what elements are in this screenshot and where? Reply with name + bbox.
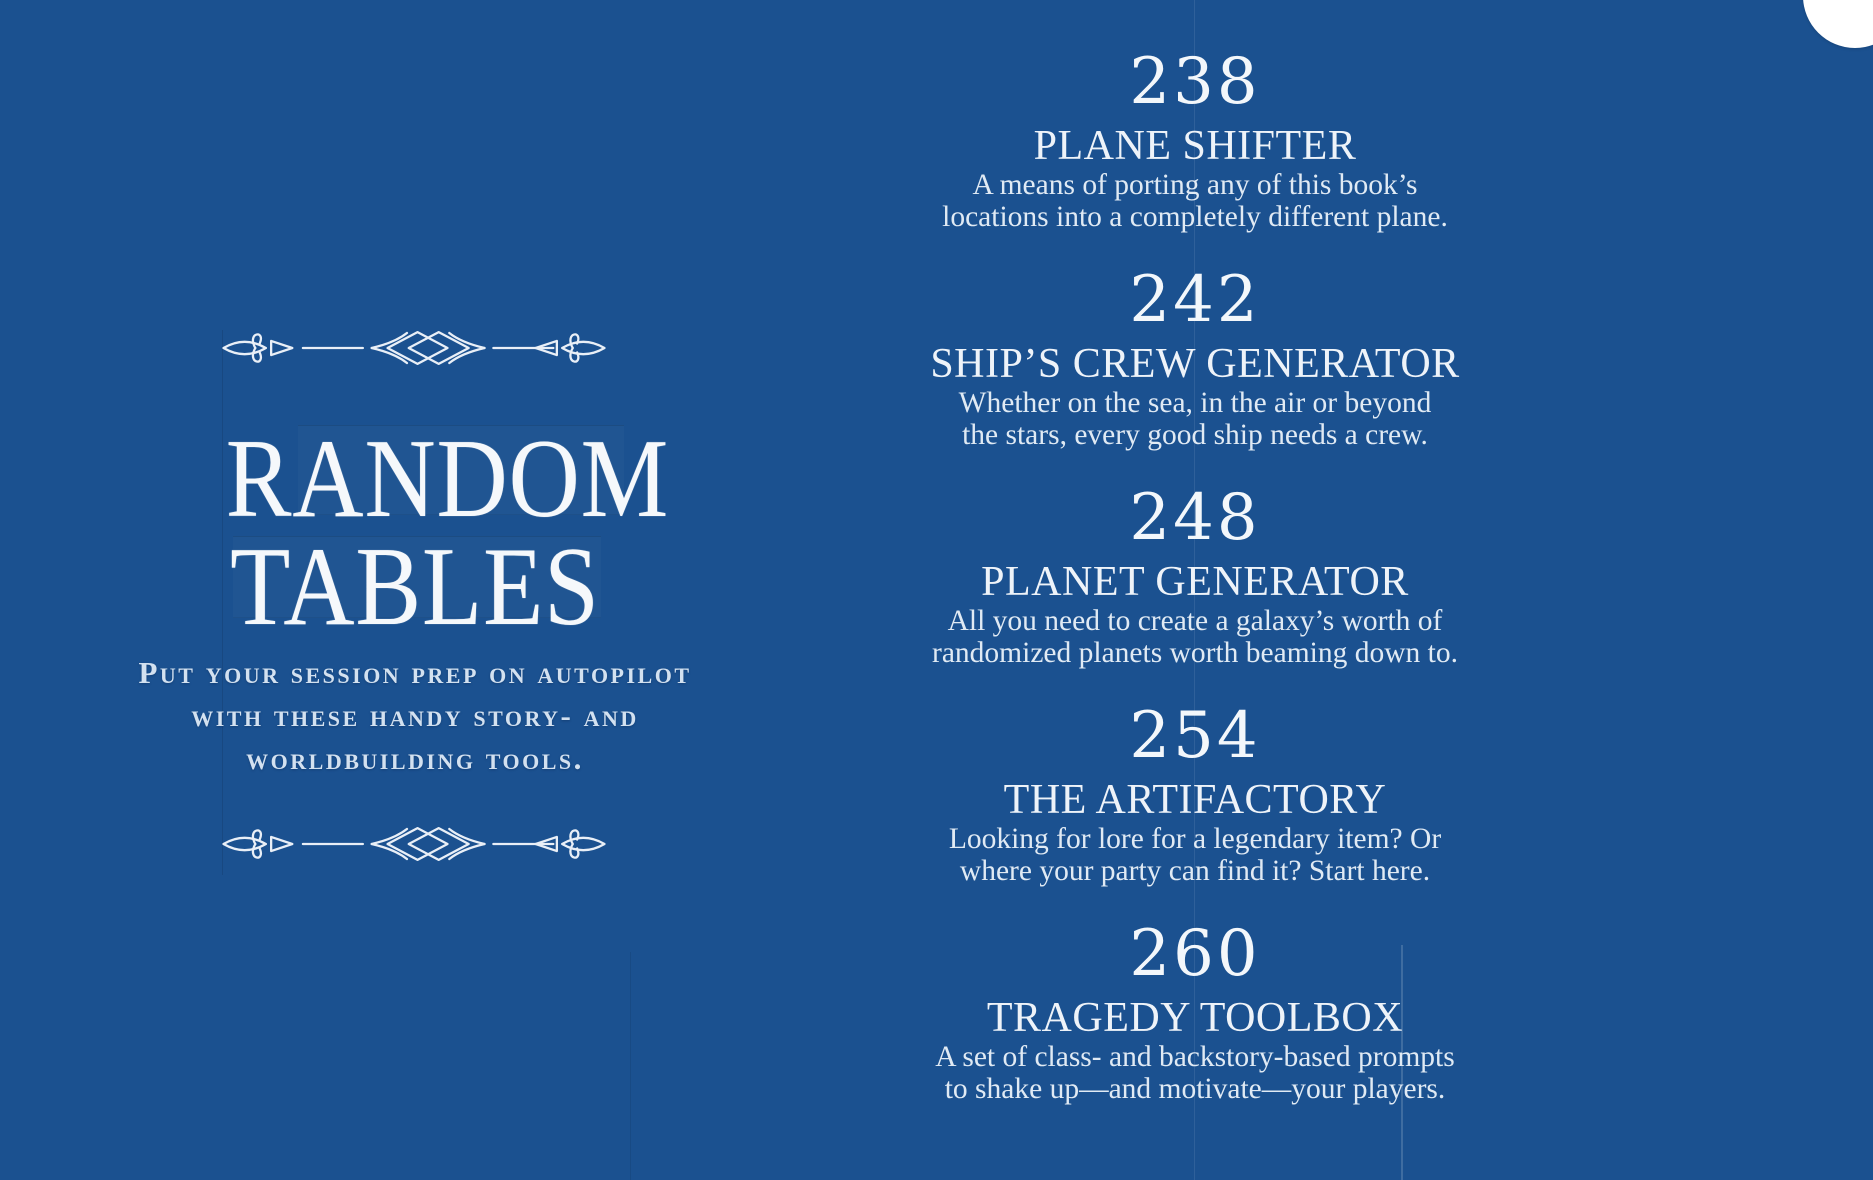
toc-entry-plane-shifter[interactable] [870,46,1520,233]
toc-entry-title: THE ARTIFACTORY [1003,777,1387,823]
toc-entry-description-line: where your party can find it? Start here. [959,854,1431,887]
toc-entry-description-line: Looking for lore for a legendary item? Or [948,823,1442,855]
page-subtitle [95,651,735,780]
page-title-line1: RANDOM [225,417,670,541]
toc-entry-description-line: locations into a completely different plane. [942,200,1448,233]
toc-entry-title: SHIP’S CREW GENERATOR [930,341,1460,387]
subtitle-line: with these handy story- and [191,698,639,733]
page-seam-left [222,330,223,875]
toc-entry-description-line: the stars, every good ship needs a crew. [962,418,1428,451]
toc-entry-planet-generator[interactable] [870,482,1520,669]
table-of-contents [870,0,1520,1180]
toc-page-number: 248 [1129,481,1261,555]
toc-page-number: 242 [1129,263,1261,337]
toc-page-number: 260 [1129,917,1261,991]
page-title-line2: TABLES [230,525,600,649]
toc-page-number: 238 [1129,45,1261,119]
ornament-divider-bottom [220,820,608,868]
toc-entry-title: PLANET GENERATOR [981,559,1409,605]
toc-entry-description-line: to shake up—and motivate—your players. [944,1072,1446,1105]
toc-entry-the-artifactory[interactable] [870,700,1520,887]
toc-entry-description-line: All you need to create a galaxy’s worth of [947,605,1443,637]
toc-entry-description-line: A set of class- and backstory-based prompts [935,1041,1455,1073]
toc-entry-title: TRAGEDY TOOLBOX [986,995,1404,1041]
toc-entry-title: PLANE SHIFTER [1033,123,1357,169]
toc-page-number: 254 [1129,699,1261,773]
page-seam-bottom-left [630,952,631,1180]
toc-entry-description-line: Whether on the sea, in the air or beyond [958,387,1432,419]
toc-entry-description-line: randomized planets worth beaming down to. [932,636,1458,669]
subtitle-line: Put your session prep on autopilot [138,655,692,690]
corner-overlay-button[interactable] [1803,0,1873,48]
toc-entry-tragedy-toolbox[interactable] [870,918,1520,1105]
toc-entry-ships-crew-generator[interactable] [870,264,1520,451]
toc-entry-description-line: A means of porting any of this book’s [972,169,1418,201]
subtitle-line: worldbuilding tools. [246,741,584,776]
ornament-divider-top [220,324,608,372]
